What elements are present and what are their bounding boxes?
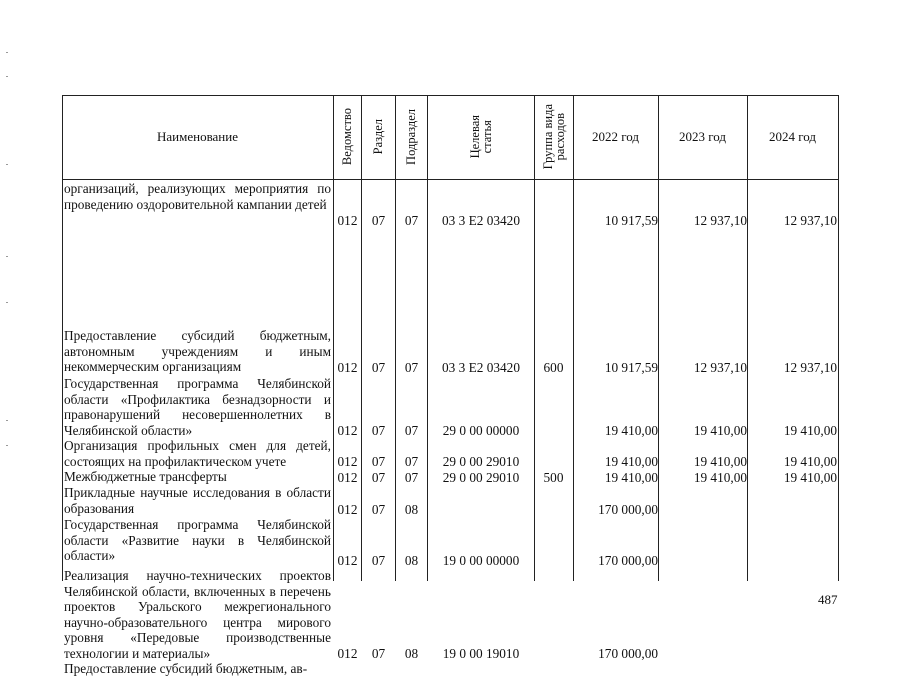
- cell-y2024: 19 410,00: [783, 422, 837, 438]
- scan-mark: [6, 256, 8, 257]
- cell-y2024: 12 937,10: [783, 359, 837, 375]
- scan-mark: [6, 76, 8, 77]
- scan-mark: [6, 302, 8, 303]
- header-razdel-text: Раздел: [371, 119, 385, 155]
- table-row: [62, 661, 839, 677]
- cell-pod: 07: [404, 453, 419, 469]
- cell-y2022: 10 917,59: [604, 212, 658, 228]
- cell-razd: 07: [371, 469, 386, 485]
- cell-y2023: 12 937,10: [693, 212, 747, 228]
- cell-y2022: 19 410,00: [604, 469, 658, 485]
- cell-y2022: 10 917,59: [604, 359, 658, 375]
- header-2024: 2024 год: [769, 129, 816, 144]
- header-name: Наименование: [157, 129, 238, 144]
- cell-y2022: 19 410,00: [604, 422, 658, 438]
- cell-ved: 012: [337, 501, 358, 517]
- cell-pod: 08: [404, 501, 419, 517]
- table-row: [62, 485, 839, 517]
- cell-cel: 19 0 00 19010: [442, 645, 520, 661]
- cell-pod: 07: [404, 359, 419, 375]
- cell-cel: 19 0 00 00000: [442, 552, 520, 568]
- table-row: [62, 328, 839, 375]
- cell-y2022: 170 000,00: [598, 552, 658, 568]
- cell-ved: 012: [337, 552, 358, 568]
- row-name: Межбюджетные трансферты: [64, 469, 227, 484]
- cell-ved: 012: [337, 645, 358, 661]
- cell-y2022: 170 000,00: [598, 645, 658, 661]
- cell-razd: 07: [371, 552, 386, 568]
- cell-y2023: 19 410,00: [693, 469, 747, 485]
- cell-razd: 07: [371, 645, 386, 661]
- row-name: Предоставление субсидий бюджетным, ав-: [64, 661, 308, 676]
- scan-mark: [6, 164, 8, 165]
- cell-ved: 012: [337, 422, 358, 438]
- row-name: Государственная программа Челябинской области «Развитие науки в Челябинской области»: [64, 517, 331, 563]
- row-name: Государственная программа Челябинской области «Профилактика безнадзорности и правонарушений несовершеннолетних в Челябинской области»: [64, 376, 331, 438]
- cell-y2024: 12 937,10: [783, 212, 837, 228]
- cell-pod: 08: [404, 645, 419, 661]
- cell-cel: 29 0 00 29010: [442, 469, 520, 485]
- header-vedomstvo-text: Ведомство: [340, 108, 354, 166]
- table-row: [62, 469, 839, 485]
- header-divider: [62, 179, 839, 180]
- cell-pod: 07: [404, 469, 419, 485]
- row-name: Организация профильных смен для детей, состоящих на профилактическом учете: [64, 438, 331, 469]
- cell-grp: 500: [543, 469, 564, 485]
- row-name: Прикладные научные исследования в области образования: [64, 485, 331, 516]
- header-podrazdel: [395, 95, 427, 179]
- cell-y2023: 12 937,10: [693, 359, 747, 375]
- cell-razd: 07: [371, 453, 386, 469]
- header-podrazdel-text: Подраздел: [404, 109, 418, 165]
- row-name: Реализация научно-технических проектов Челябинской области, включенных в перечень проектов Уральского межрегионального научно-образовательного центра мирового уровня «Передовые производственные технологии и материалы»: [64, 568, 331, 661]
- table-row: [62, 568, 839, 661]
- header-gruppa: [534, 95, 573, 179]
- cell-pod: 07: [404, 212, 419, 228]
- table-row: [62, 517, 839, 568]
- cell-grp: 600: [543, 359, 564, 375]
- scan-mark: [6, 52, 8, 53]
- cell-razd: 07: [371, 501, 386, 517]
- cell-y2022: 170 000,00: [598, 501, 658, 517]
- header-2023: 2023 год: [679, 129, 726, 144]
- scan-mark: [6, 445, 8, 446]
- cell-cel: 03 3 E2 03420: [442, 359, 520, 375]
- header-2022: 2022 год: [592, 129, 639, 144]
- header-celevaya: [427, 95, 534, 179]
- cell-cel: 29 0 00 00000: [442, 422, 520, 438]
- cell-y2023: 19 410,00: [693, 422, 747, 438]
- cell-cel: 03 3 E2 03420: [442, 212, 520, 228]
- row-name: Предоставление субсидий бюджетным, автономным учреждениям и иным некоммерческим организациям: [64, 328, 331, 374]
- header-celevaya-text: Целевая статья: [467, 115, 494, 159]
- table-row: [62, 181, 839, 228]
- cell-razd: 07: [371, 212, 386, 228]
- cell-y2024: 19 410,00: [783, 453, 837, 469]
- header-razdel: [361, 95, 395, 179]
- row-name: организаций, реализующих мероприятия по проведению оздоровительной кампании детей: [64, 181, 331, 212]
- cell-razd: 07: [371, 422, 386, 438]
- header-gruppa-text: Группа вида расходов: [540, 104, 567, 170]
- cell-y2023: 19 410,00: [693, 453, 747, 469]
- cell-ved: 012: [337, 469, 358, 485]
- cell-ved: 012: [337, 212, 358, 228]
- table-row: [62, 438, 839, 469]
- cell-y2024: 19 410,00: [783, 469, 837, 485]
- table-row: [62, 376, 839, 438]
- cell-pod: 08: [404, 552, 419, 568]
- cell-y2022: 19 410,00: [604, 453, 658, 469]
- cell-cel: 29 0 00 29010: [442, 453, 520, 469]
- cell-razd: 07: [371, 359, 386, 375]
- header-vedomstvo: [333, 95, 361, 179]
- cell-ved: 012: [337, 359, 358, 375]
- cell-pod: 07: [404, 422, 419, 438]
- page-number: 487: [818, 592, 838, 607]
- cell-ved: 012: [337, 453, 358, 469]
- scan-mark: [6, 420, 8, 421]
